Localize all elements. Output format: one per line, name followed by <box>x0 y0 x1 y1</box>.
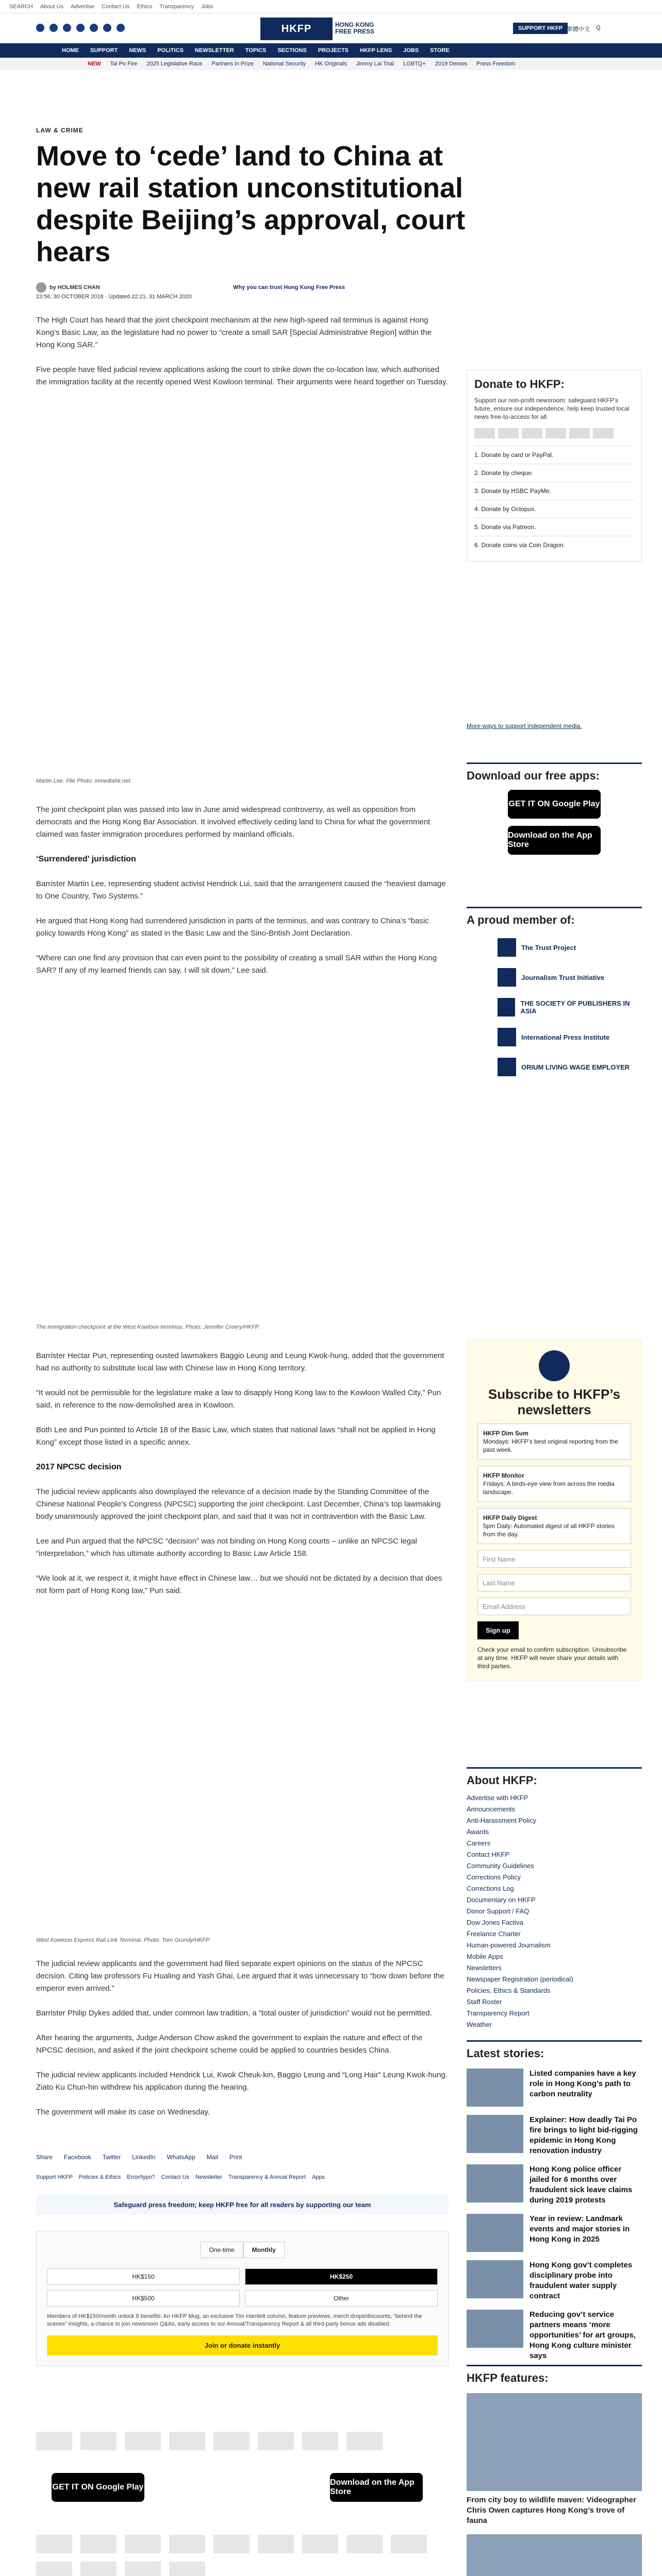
about-title: About HKFP: <box>467 1767 642 1787</box>
subnav-item[interactable]: National Security <box>262 61 306 67</box>
newsletter-option[interactable]: HKFP Dim Sum Mondays: HKFP’s best original reporting from the past week. <box>477 1423 631 1460</box>
share-facebook[interactable]: Facebook <box>64 2154 91 2161</box>
article-dates: 23:56, 30 OCTOBER 2018 · Updated 22:21, 31 MARCH 2020 <box>36 294 192 300</box>
newsletter-box <box>467 1340 642 1681</box>
partner-logo <box>346 2432 383 2450</box>
site-logo-text: HONG KONG FREE PRESS <box>335 21 375 35</box>
app-buttons <box>52 2473 423 2502</box>
about-link[interactable]: Corrections Policy <box>467 1873 521 1881</box>
story-item[interactable]: Hong Kong gov’t completes disciplinary probe into fraudulent water supply contract <box>467 2260 642 2301</box>
about-link[interactable]: Human-powered Journalism <box>467 1941 551 1949</box>
about-link[interactable]: Policies, Ethics & Standards <box>467 1987 551 1994</box>
subnav-item[interactable]: LGBTQ+ <box>403 61 426 67</box>
partner-logo <box>213 2432 250 2450</box>
unionpay-icon <box>169 2535 205 2553</box>
about-link[interactable]: Newsletters <box>467 1964 502 1972</box>
about-link[interactable]: Documentary on HKFP <box>467 1896 536 1904</box>
app-store-button[interactable]: Download on the App Store <box>330 2473 423 2502</box>
app-store-button[interactable]: Download on the App Store <box>508 826 601 855</box>
linkedin-icon[interactable] <box>90 24 98 32</box>
about-link[interactable]: Freelance Charter <box>467 1930 521 1938</box>
share-linkedin[interactable]: LinkedIn <box>132 2154 156 2161</box>
nav-item[interactable]: POLITICS <box>157 47 184 54</box>
article-photo <box>36 1036 449 1314</box>
subnav-item[interactable]: Jimmy Lai Trial <box>356 61 394 67</box>
partner-logos <box>36 2432 449 2450</box>
features-title: HKFP features: <box>467 2365 642 2385</box>
about-link[interactable]: Advertise with HKFP <box>467 1794 528 1802</box>
byline <box>36 282 192 301</box>
amount-option[interactable]: HK$500 <box>47 2290 240 2307</box>
signup-button[interactable]: Sign up <box>477 1621 519 1639</box>
member-logo[interactable]: ORIUM LIVING WAGE EMPLOYER <box>498 1058 642 1076</box>
about-link[interactable]: Awards <box>467 1828 489 1836</box>
photo-caption: The immigration checkpoint at the West Kowloon terminus. Photo: Jennifer Creery/HKFP. <box>36 1324 260 1330</box>
section-heading: 2017 NPCSC decision <box>36 1463 122 1471</box>
paragraph: After hearing the arguments, Judge Anderson Chow asked the government to explain the nature and effect of the NPCSC decision, and asked if the joint checkpoint scheme could be applied to countries besides China. <box>36 2033 423 2055</box>
patreon-icon <box>346 2535 383 2553</box>
story-item[interactable]: Reducing gov’t service partners means ‘more opportunities’ for art groups, Hong Kong culture minister says <box>467 2310 642 2361</box>
nav-item[interactable]: PROJECTS <box>318 47 349 54</box>
language-link[interactable]: 繁體中文 <box>567 26 590 32</box>
footer-link[interactable]: Contact Us <box>161 2174 190 2180</box>
google-play-button[interactable]: GET IT ON Google Play <box>508 790 601 819</box>
applepay-icon <box>169 2562 205 2576</box>
amount-option-selected[interactable]: HK$250 <box>245 2268 438 2285</box>
paragraph: The judicial review applicants included Hendrick Lui, Kwok Cheuk-kin, Baggio Leung and “Long Hair” Leung Kwok-hung. Ziato Ku Chun-hin withdrew his application during the hearing. <box>36 2071 448 2092</box>
nav-item[interactable]: NEWSLETTER <box>194 47 234 54</box>
about-link[interactable]: Anti-Harassment Policy <box>467 1817 537 1824</box>
nav-item[interactable]: STORE <box>430 47 450 54</box>
feature-item[interactable] <box>467 2534 642 2576</box>
about-link[interactable]: Mobile Apps <box>467 1953 503 1960</box>
author-avatar <box>36 282 46 293</box>
footer-link[interactable]: Transparency & Annual Report <box>228 2174 306 2180</box>
about-link[interactable]: Transparency Report <box>467 2009 529 2017</box>
wechat-pay-icon <box>80 2562 117 2576</box>
member-logo[interactable]: THE SOCIETY OF PUBLISHERS IN ASIA <box>498 998 642 1016</box>
donate-option[interactable]: 6. Donate coins via Coin Dragon. <box>474 536 634 554</box>
paragraph: He argued that Hong Kong had surrendered jurisdiction in parts of the terminus, and was contrary to China’s “basic policy towards Hong Kong” as stated in the Basic Law and the Sino-British Joint Declaration. <box>36 917 429 938</box>
subnav-item[interactable]: HK Originals <box>315 61 347 67</box>
subnav-item[interactable]: 2019 Demos <box>435 61 468 67</box>
nav-item[interactable]: SUPPORT <box>90 47 118 54</box>
partner-logo <box>80 2432 117 2450</box>
top-bar <box>0 0 662 13</box>
google-play-button[interactable]: GET IT ON Google Play <box>52 2473 144 2502</box>
story-item[interactable]: Hong Kong police officer jailed for 6 months over fraudulent sick leave claims during 2019 protests <box>467 2164 642 2206</box>
payment-logos <box>36 2535 449 2576</box>
share-mail[interactable]: Mail <box>206 2154 218 2161</box>
donate-title: Donate to HKFP: <box>474 378 565 391</box>
payme-icon <box>302 2535 338 2553</box>
about-link[interactable]: Weather <box>467 2021 492 2028</box>
section-heading: ‘Surrendered’ jurisdiction <box>36 855 136 863</box>
more-ways-link[interactable]: More ways to support independent media. <box>467 722 582 730</box>
article-photo <box>36 1649 449 1927</box>
paragraph: “Where can one find any provision that can even point to the possibility of creating a small SAR within the Hong Kong SAR? If any of my learned friends can say, I will sit down,” Lee said. <box>36 954 437 975</box>
instagram-icon[interactable] <box>63 24 71 32</box>
member-logo[interactable]: Journalism Trust Initiative <box>498 968 642 987</box>
amount-option[interactable]: Other <box>245 2290 438 2307</box>
article-body-4 <box>36 1958 449 2119</box>
first-name-field[interactable]: First Name <box>477 1550 631 1568</box>
amount-option[interactable]: HK$150 <box>47 2268 240 2285</box>
share-print[interactable]: Print <box>229 2154 242 2161</box>
partner-logo <box>125 2432 161 2450</box>
member-logo[interactable]: International Press Institute <box>498 1028 642 1046</box>
paragraph: “We look at it, we respect it, it might have effect in Chinese law… but we should not be dictated by a decision that does not form part of Hong Kong law,” Pun said. <box>36 1574 442 1595</box>
about-link[interactable]: Staff Roster <box>467 1998 502 2006</box>
footer-link[interactable]: Apps <box>312 2174 325 2180</box>
donate-box <box>467 370 642 562</box>
tab-monthly[interactable]: Monthly <box>243 2242 285 2258</box>
members-title: A proud member of: <box>467 907 642 927</box>
discover-icon <box>258 2535 294 2553</box>
top-link[interactable]: Advertise <box>71 4 94 10</box>
donate-text[interactable]: Support our non-profit newsroom: safeguard HKFP’s future, ensure our independence, help keep trusted local news free-to-access for all. <box>474 397 630 420</box>
alipay-icon <box>36 2562 72 2576</box>
donate-option[interactable]: 2. Donate by cheque. <box>474 464 634 482</box>
facebook-icon[interactable] <box>36 24 44 32</box>
share-bar <box>36 2154 242 2161</box>
twitter-icon[interactable] <box>49 24 58 32</box>
newsletter-option[interactable]: HKFP Monitor Fridays: A birds-eye view from across the media landscape. <box>477 1466 631 1502</box>
photo-caption: Martin Lee. File Photo: inmediahk.net. <box>36 778 132 784</box>
partner-logo <box>36 2432 72 2450</box>
top-link[interactable]: Ethics <box>137 4 153 10</box>
nav-item[interactable]: SECTIONS <box>277 47 307 54</box>
sub-nav <box>0 58 662 70</box>
paragraph: Lee and Pun argued that the NPCSC “decision” was not binding on Hong Kong courts – unlike an NPCSC legal “interpretation,” which has ultimate authority according to Basic Law Article 158. <box>36 1537 417 1558</box>
brand-row <box>0 13 662 43</box>
paragraph: “It would not be permissible for the legislature make a law to disapply Hong Kong law to the Kowloon Walled City,” Pun said, in reference to the now-demolished area in Kowloon. <box>36 1388 441 1410</box>
partner-logo <box>169 2432 205 2450</box>
donate-option[interactable]: 4. Donate by Octopus. <box>474 500 634 518</box>
nav-item[interactable]: NEWS <box>129 47 146 54</box>
partner-logo <box>302 2432 338 2450</box>
photo-caption: West Kowloon Express Rail Link Terminal. Photo: Tom Grundy/HKFP. <box>36 1937 211 1943</box>
new-badge: NEW <box>88 61 101 67</box>
visa-icon <box>80 2535 117 2553</box>
top-link[interactable]: About Us <box>40 4 64 10</box>
nav-item[interactable]: HOME <box>62 47 79 54</box>
subnav-item[interactable]: 2025 Legislative Race <box>146 61 203 67</box>
site-logo[interactable]: HKFP <box>260 18 333 40</box>
jcb-icon <box>213 2535 250 2553</box>
subnav-item[interactable]: Partners in Prize <box>211 61 254 67</box>
paragraph: The joint checkpoint plan was passed into law in June amid widespread controversy, as well as opposition from democrats and the Hong Kong Bar Association. It involved effectively ceding land to China for what the government claimed was faster immigration procedures performed by mainland officials. <box>36 805 431 839</box>
article-body-3 <box>36 1350 449 1597</box>
newsletter-option[interactable]: HKFP Daily Digest 5pm Daily: Automated digest of all HKFP stories from the day. <box>477 1508 631 1544</box>
paragraph: Barrister Hectar Pun, representing ousted lawmakers Baggio Leung and Leung Kwok-hung, added that the government had no authority to substitute local law with Chinese law in Hong Kong territory. <box>36 1351 444 1372</box>
search-link[interactable]: SEARCH <box>9 4 33 10</box>
paragraph: The judicial review applicants and the government had filed separate expert opinions on the status of the NPCSC decision. Citing law professors Fu Hualing and Yash Ghai, Lee argued that it was unnecessary to “bow down before the emperor even arrived.” <box>36 1959 444 1993</box>
amex-icon <box>125 2535 161 2553</box>
story-item[interactable]: Year in review: Landmark events and major stories in Hong Kong in 2025 <box>467 2214 642 2252</box>
tab-one-time[interactable]: One-time <box>200 2242 243 2258</box>
paragraph: Both Lee and Pun pointed to Article 18 of the Basic Law, which states that national laws “shall not be applied in Hong Kong” except those listed in a specific annex. <box>36 1426 436 1447</box>
share-twitter[interactable]: Twitter <box>102 2154 121 2161</box>
donate-option[interactable]: 5. Donate via Patreon. <box>474 518 634 536</box>
footer-link[interactable]: Policies & Ethics <box>78 2174 121 2180</box>
hkfp-badge-icon <box>539 1350 570 1381</box>
search-icon[interactable]: Q <box>596 25 601 31</box>
article-photo <box>36 397 449 768</box>
membership-note: Members of HK$150/month unlock 8 benefits: An HKFP Mug, an exclusive Tim Hamlett column, feature previews, merch drops/discounts, “behind the scenes” insights, a chance to join newsroom Q&As, early access to our Annual/Transparency Report & all third-party bonus ads disabled. <box>47 2313 422 2327</box>
top-link[interactable]: Transparency <box>159 4 194 10</box>
mastercard-icon <box>36 2535 72 2553</box>
article-title: Move to ‘cede’ land to China at new rail station unconstitutional despite Beijing’s approval, court hears <box>36 141 466 267</box>
about-link[interactable]: Community Guidelines <box>467 1862 534 1870</box>
email-icon[interactable] <box>117 24 125 32</box>
last-name-field[interactable]: Last Name <box>477 1574 631 1591</box>
about-link[interactable]: Donor Support / FAQ <box>467 1907 529 1915</box>
email-field[interactable]: Email Address <box>477 1598 631 1615</box>
nav-item[interactable]: HKFP LENS <box>360 47 392 54</box>
about-link[interactable]: Corrections Log <box>467 1885 514 1892</box>
article-body-2 <box>36 804 449 977</box>
paragraph: The judicial review applicants also downplayed the relevance of a decision made by the Standing Committee of the Chinese National People’s Congress (NPCSC) supporting the joint checkpoint. Last December, China’s top lawmaking body unanimously approved the joint checkpoint plan, and said that it was not in contravention with the Basic Law. <box>36 1487 441 1521</box>
about-link[interactable]: Contact HKFP <box>467 1851 510 1858</box>
article-category[interactable]: LAW & CRIME <box>36 127 84 134</box>
youtube-icon[interactable] <box>76 24 85 32</box>
newsletter-title: Subscribe to HKFP’s newsletters <box>488 1386 621 1417</box>
share-whatsapp[interactable]: WhatsApp <box>167 2154 195 2161</box>
partner-logo <box>258 2432 294 2450</box>
join-donate-button[interactable]: Join or donate instantly <box>47 2335 438 2355</box>
footer-link[interactable]: Newsletter <box>195 2174 223 2180</box>
gpay-icon <box>125 2562 161 2576</box>
paragraph: Five people have filed judicial review applications asking the court to strike down the co-location law, which authorised the immigration facility at the recently opened West Kowloon terminal. Their arguments were heard together on Tuesday. <box>36 365 448 386</box>
about-link[interactable]: Dow Jones Factiva <box>467 1919 523 1926</box>
features-box <box>467 2365 642 2576</box>
top-link[interactable]: Contact Us <box>101 4 130 10</box>
about-link[interactable]: Announcements <box>467 1805 515 1813</box>
nav-item[interactable]: JOBS <box>403 47 419 54</box>
trust-link[interactable]: Why you can trust Hong Kong Free Press <box>233 284 345 291</box>
social-icons <box>36 24 125 32</box>
story-item[interactable]: Explainer: How deadly Tai Po fire brings to light bid-rigging epidemic in Hong Kong renovation industry <box>467 2115 642 2156</box>
main-nav <box>0 43 662 58</box>
top-link[interactable]: Jobs <box>201 4 213 10</box>
latest-stories <box>467 2040 642 2361</box>
about-box <box>467 1767 642 2030</box>
article-footer-links <box>36 2174 325 2180</box>
about-link[interactable]: Newspaper Registration (periodical) <box>467 1975 573 1983</box>
member-logo[interactable]: The Trust Project <box>498 938 642 957</box>
paypal-icon <box>391 2535 427 2553</box>
feature-item[interactable]: From city boy to wildlife maven: Videographer Chris Owen captures Hong Kong’s trove of fauna <box>467 2393 642 2526</box>
story-item[interactable]: Listed companies have a key role in Hong Kong’s path to carbon neutrality <box>467 2069 642 2107</box>
donate-pay-logos <box>474 428 634 438</box>
nav-item[interactable]: TOPICS <box>245 47 267 54</box>
latest-title: Latest stories: <box>467 2040 642 2060</box>
donate-widget <box>36 2231 449 2366</box>
paragraph: The High Court has heard that the joint checkpoint mechanism at the new high-speed rail terminus is against Hong Kong’s Basic Law, as the legislature had no power to “create a small SAR [Special Administrative Region] within the Hong Kong SAR.” <box>36 316 432 349</box>
footer-link[interactable]: Error/typo? <box>127 2174 155 2180</box>
author-name[interactable]: by HOLMES CHAN <box>49 284 100 291</box>
newsletter-note: Check your email to confirm subscription. Unsubscribe at any time. HKFP will never share your details with third parties. <box>477 1646 627 1670</box>
apps-title: Download our free apps: <box>467 762 642 783</box>
share-label: Share <box>36 2154 53 2161</box>
subnav-item[interactable]: Press Freedom <box>476 61 516 67</box>
about-link[interactable]: Careers <box>467 1839 491 1847</box>
subnav-item[interactable]: Tai Po Fire <box>110 61 138 67</box>
footer-link[interactable]: Support HKFP <box>36 2174 73 2180</box>
support-button[interactable]: SUPPORT HKFP <box>513 23 568 34</box>
paragraph: Barrister Martin Lee, representing student activist Hendrick Lui, said that the arrangement caused the “heaviest damage to One Country, Two Systems.” <box>36 879 446 901</box>
paragraph: Barrister Philip Dykes added that, under common law tradition, a “total ouster of jurisdiction” would not be permitted. <box>36 2009 432 2018</box>
donate-option[interactable]: 1. Donate by card or PayPal. <box>474 446 634 464</box>
telegram-icon[interactable] <box>103 24 111 32</box>
apps-box <box>467 762 642 855</box>
paragraph: The government will make its case on Wednesday. <box>36 2108 210 2116</box>
donate-option[interactable]: 3. Donate by HSBC PayMe. <box>474 482 634 500</box>
safeguard-banner[interactable]: Safeguard press freedom; keep HKFP free for all readers by supporting our team <box>36 2195 449 2215</box>
article-body-1 <box>36 314 449 388</box>
members-box <box>467 907 642 1076</box>
